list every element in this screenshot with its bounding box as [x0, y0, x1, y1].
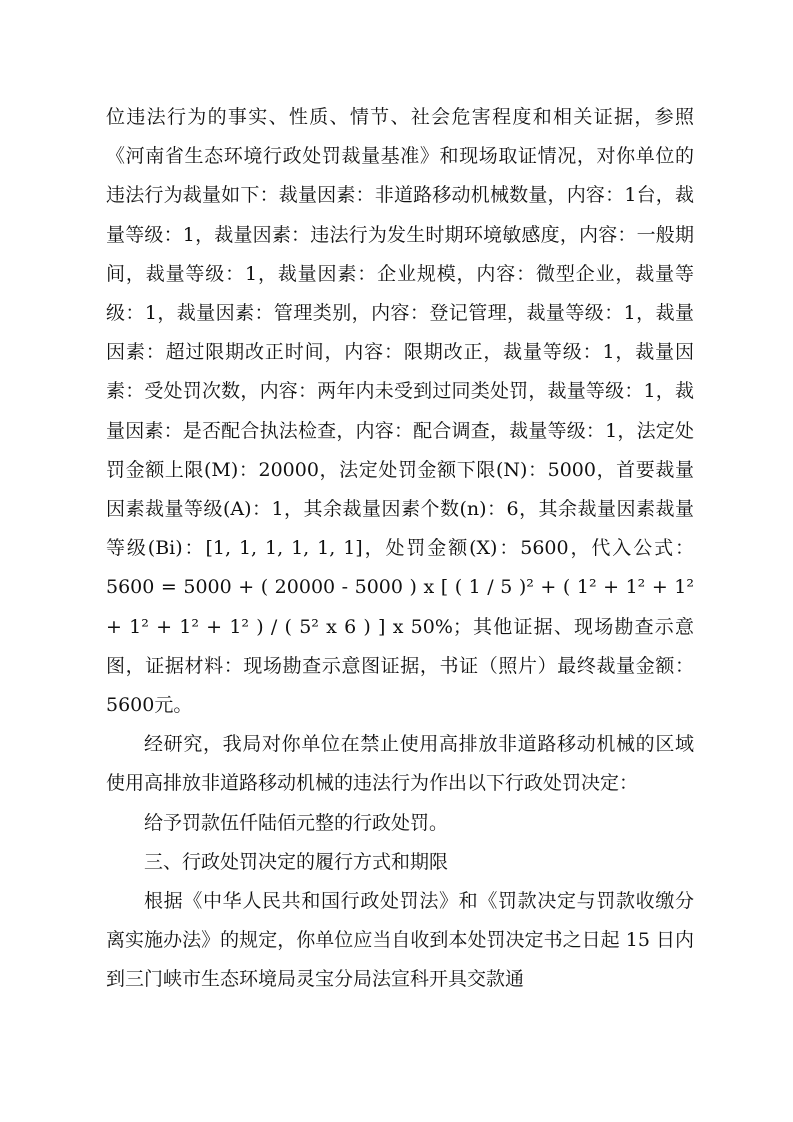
paragraph-decision-intro: 经研究，我局对你单位在禁止使用高排放非道路移动机械的区域使用高排放非道路移动机械的违法行为作出以下行政处罚决定：: [106, 733, 694, 795]
document-body: [106, 98, 694, 1000]
paragraph-payment-instructions: 根据《中华人民共和国行政处罚法》和《罚款决定与罚款收缴分离实施办法》的规定，你单位应当自收到本处罚决定书之日起 15 日内到三门峡市生态环境局灵宝分局法宣科开具交款通: [106, 890, 694, 991]
paragraph-discretion-details: 位违法行为的事实、性质、情节、社会危害程度和相关证据，参照《河南省生态环境行政处罚裁量基准》和现场取证情况，对你单位的违法行为裁量如下：裁量因素：非道路移动机械数量，内容：1台，裁量等级：1，裁量因素：违法行为发生时期环境敏感度，内容：一般期间，裁量等级：1，裁量因素：企业规模，内容：微型企业，裁量等级：1，裁量因素：管理类别，内容：登记管理，裁量等级：1，裁量因素：超过限期改正时间，内容：限期改正，裁量等级：1，裁量因素：受处罚次数，内容：两年内未受到过同类处罚，裁量等级：1，裁量因素：是否配合执法检查，内容：配合调查，裁量等级：1，法定处罚金额上限(M)：20000，法定处罚金额下限(N)：5000，首要裁量因素裁量等级(A)：1，其余裁量因素个数(n)：6，其余裁量因素裁量等级(Bi)：[1, 1, 1, 1, 1, 1]，处罚金额(X)：5600，代入公式：5600 = 5000 + ( 20000 - 5000 ) x [ ( 1 / 5 )² + ( 1² + 1² + 1² + 1² + 1² + 1² ) / ( 5² x 6 ) ] x 50%；其他证据、现场勘查示意图，证据材料：现场勘查示意图证据，书证（照片）最终裁量金额：5600元。: [106, 106, 694, 717]
paragraph-penalty: 给予罚款伍仟陆佰元整的行政处罚。: [144, 811, 449, 834]
section-heading-performance: 三、行政处罚决定的履行方式和期限: [144, 850, 449, 873]
